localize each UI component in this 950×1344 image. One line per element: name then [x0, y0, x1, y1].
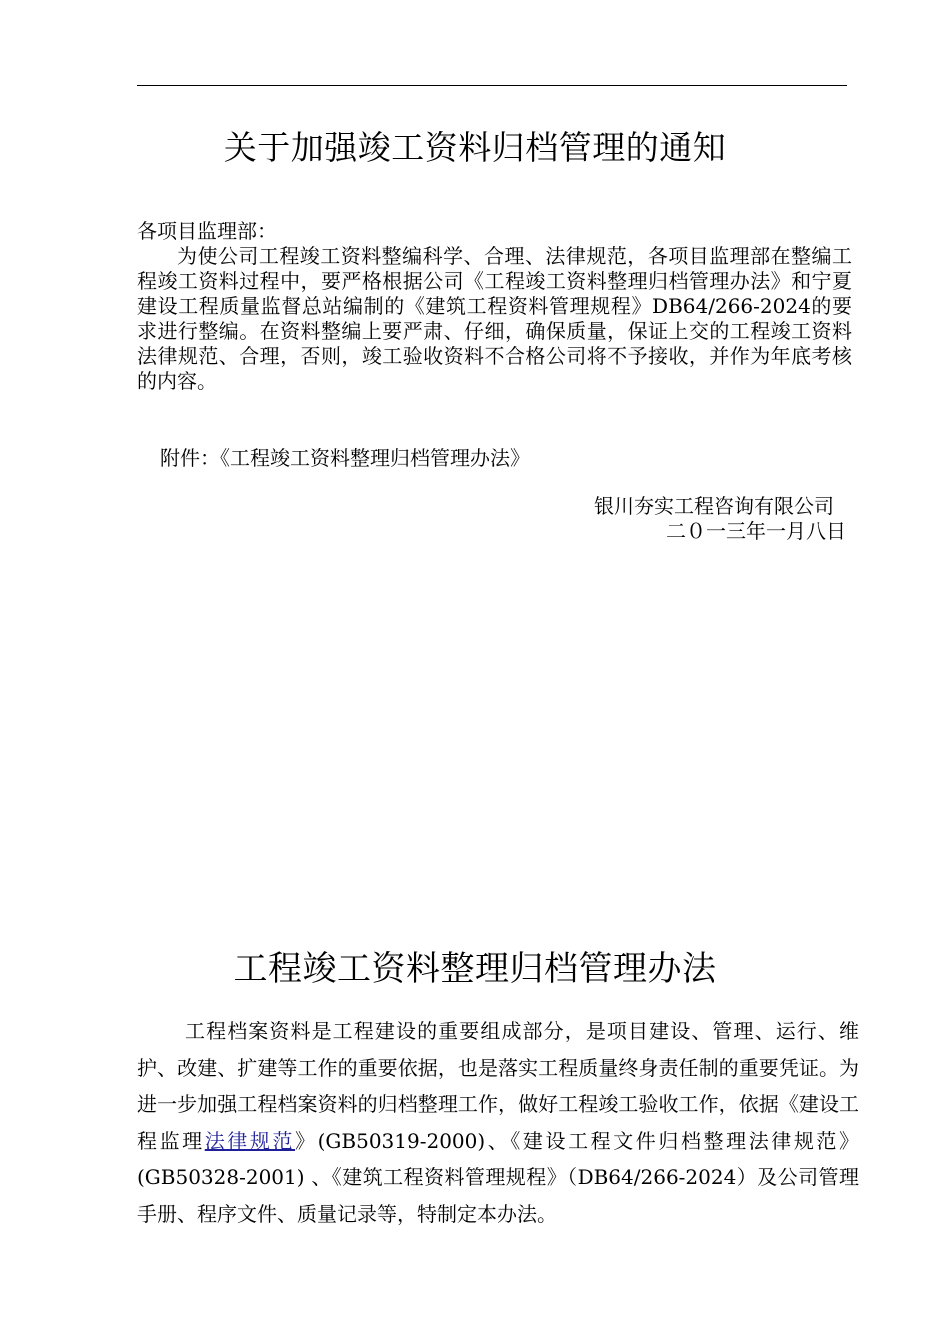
method-title: 工程竣工资料整理归档管理办法: [233, 949, 717, 989]
notice-body: [137, 219, 852, 394]
method-paragraph: [137, 1013, 859, 1232]
notice-paragraph: 为使公司工程竣工资料整编科学、合理、法律规范，各项目监理部在整编工程竣工资料过程中，要严格根据公司《工程竣工资料整理归档管理办法》和宁夏建设工程质量监督总站编制的《建筑工程资料管理规程》DB64/266-2024的要求进行整编。在资料整编上要严肃、仔细，确保质量，保证上交的工程竣工资料法律规范、合理，否则，竣工验收资料不合格公司将不予接收，并作为年底考核的内容。: [137, 244, 852, 393]
company-name: 银川夯实工程咨询有限公司: [594, 494, 834, 518]
notice-title: 关于加强竣工资料归档管理的通知: [223, 128, 727, 167]
issue-date: 二０一三年一月八日: [666, 519, 846, 543]
notice-attachment: 附件：《工程竣工资料整理归档管理办法》: [160, 446, 530, 470]
regulation-link[interactable]: 法律规范: [204, 1128, 296, 1153]
signature-block: [594, 494, 846, 544]
method-text-before-link: 工程档案资料是工程建设的重要组成部分，是项目建设、管理、运行、维护、改建、扩建等工作的重要依据，也是落实工程质量终身责任制的重要凭证。为进一步加强工程档案资料的归档整理工作，做好工程竣工验收工作，依据《建设工程监理: [137, 1019, 859, 1153]
notice-salutation: 各项目监理部：: [137, 219, 277, 243]
method-text-after-link: 》(GB50319-2000)、《建设工程文件归档整理法律规范》(GB50328-2001) 、《建筑工程资料管理规程》（DB64/266-2024）及公司管理手册、程序文件、质量记录等，特制定本办法。: [137, 1128, 860, 1226]
header-rule: [137, 85, 847, 86]
